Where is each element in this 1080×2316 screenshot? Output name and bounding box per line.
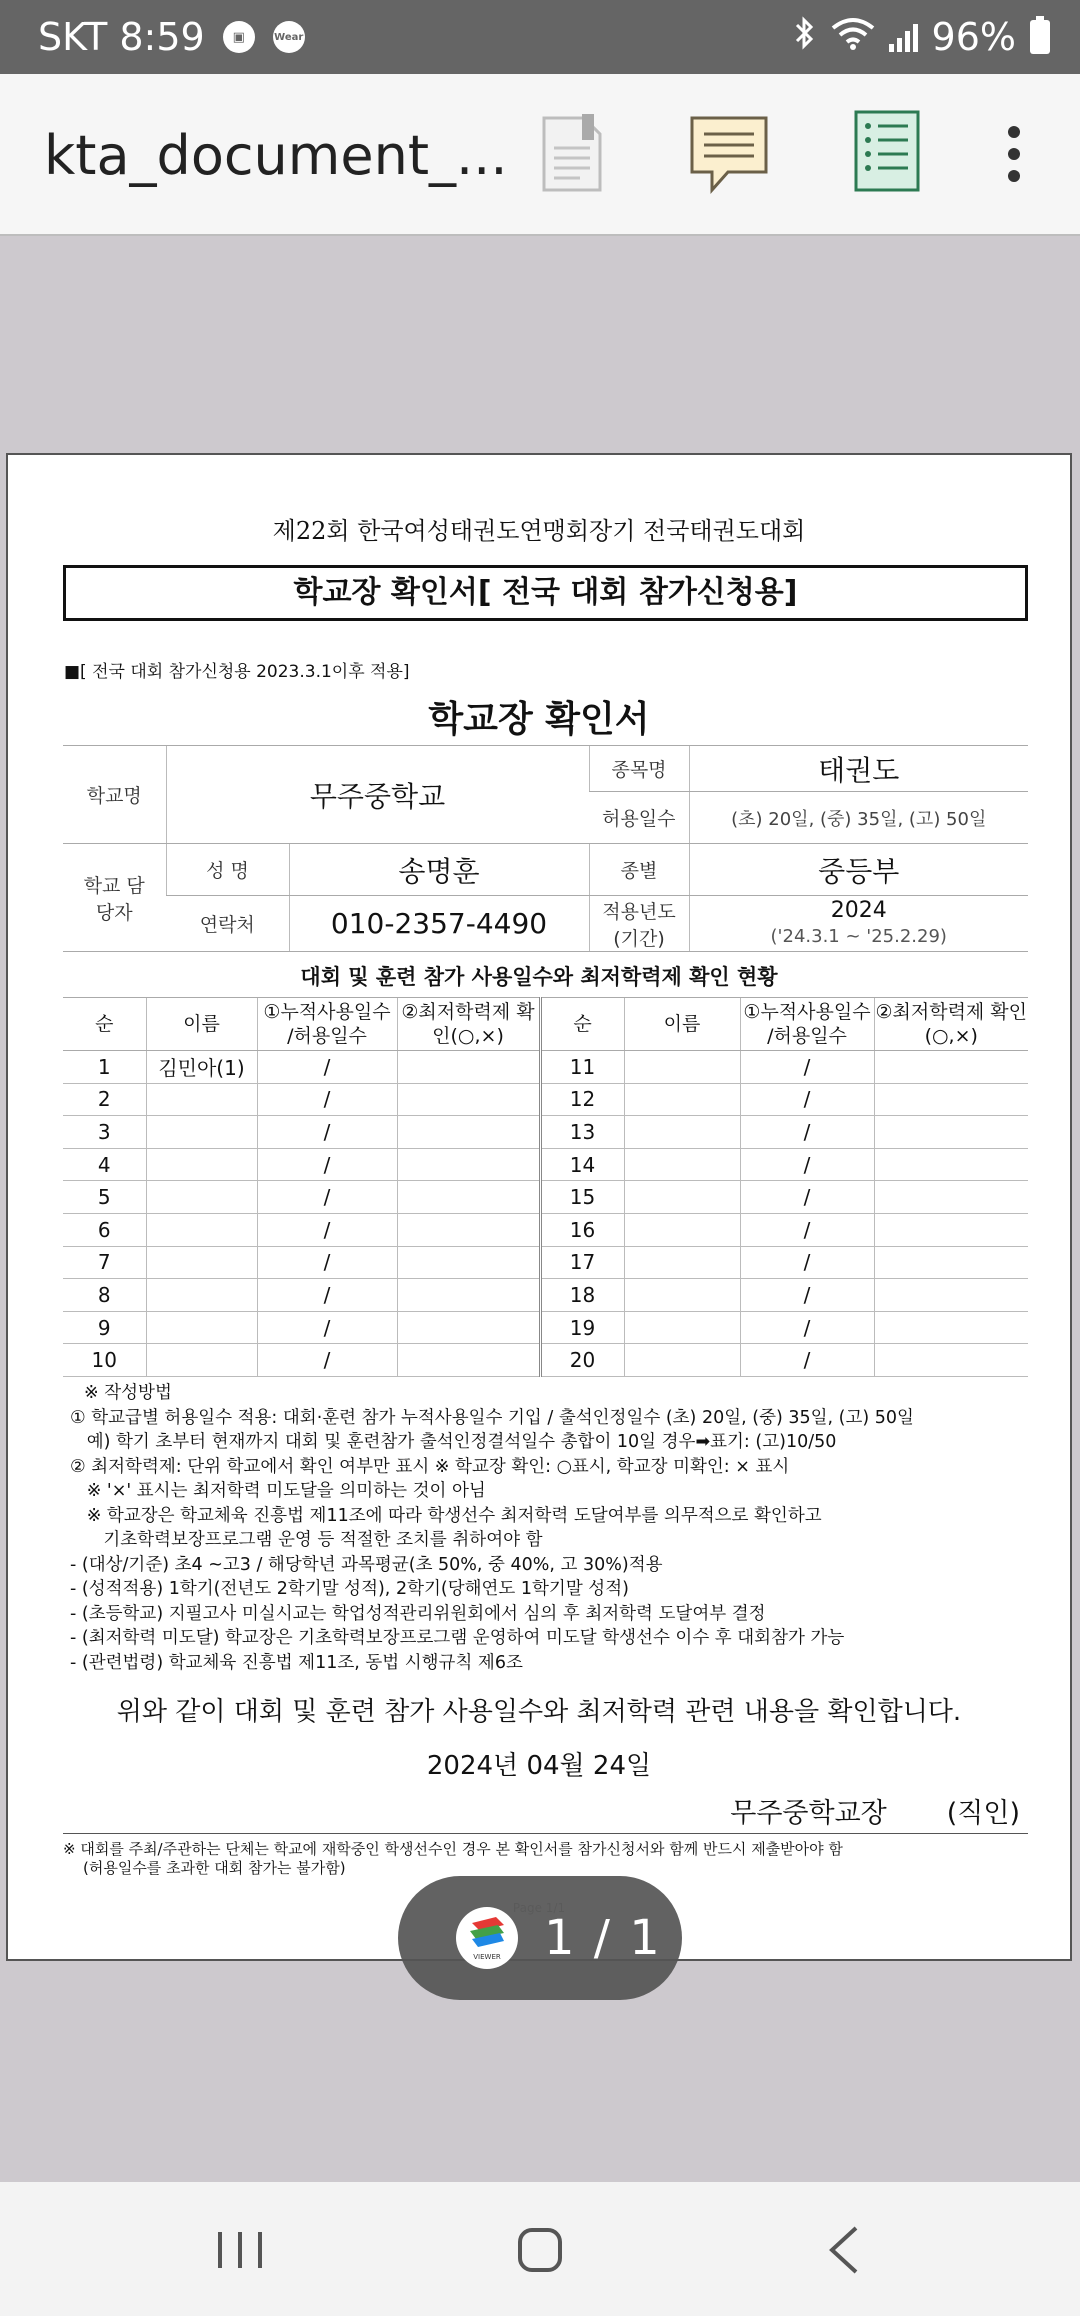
row-days-right: / (740, 1181, 874, 1214)
row-name (146, 1279, 257, 1312)
row-name (146, 1148, 257, 1181)
row-days: / (257, 1051, 397, 1084)
footer-line-1: ※ 대회를 주최/주관하는 단체는 학교에 재학중인 학생선수인 경우 본 확인서를 참가신청서와 함께 반드시 제출받아야 함 (63, 1840, 843, 1858)
table-row (63, 1051, 1028, 1084)
row-check (397, 1051, 540, 1084)
row-name-right (624, 1246, 740, 1279)
row-no-right: 11 (540, 1051, 624, 1084)
note-line: ※ 학교장은 학교체육 진흥법 제11조에 따라 학생선수 최저학력 도달여부를 의무적으로 확인하고 (70, 1505, 822, 1526)
status-right (791, 0, 1050, 74)
contact-group-label: 학교 담당자 (63, 844, 166, 952)
year-label: 적용년도 (기간) (589, 896, 689, 952)
name-label: 성 명 (166, 844, 289, 896)
signal-icon (889, 22, 918, 52)
row-name (146, 1246, 257, 1279)
phone-label: 연락처 (166, 896, 289, 952)
division-value: 중등부 (689, 844, 1028, 896)
row-check-right (874, 1051, 1028, 1084)
row-days: / (257, 1344, 397, 1377)
row-check (397, 1279, 540, 1312)
row-check-right (874, 1083, 1028, 1116)
row-no-right: 14 (540, 1148, 624, 1181)
note-line: ※ '×' 표시는 최저학력 미도달을 의미하는 것이 아님 (70, 1481, 486, 1501)
table-row (63, 1181, 1028, 1214)
row-days-right: / (740, 1246, 874, 1279)
sport-value: 태권도 (689, 746, 1028, 792)
row-days: / (257, 1213, 397, 1246)
row-check-right (874, 1148, 1028, 1181)
name-value: 송명훈 (289, 844, 589, 896)
note-line: - (성적적용) 1학기(전년도 2학기말 성적), 2학기(당해연도 1학기말 성적) (70, 1579, 629, 1599)
row-check (397, 1344, 540, 1377)
row-days-right: / (740, 1116, 874, 1149)
row-name: 김민아(1) (146, 1051, 257, 1084)
document-footer (63, 1833, 1028, 1878)
battery-percent: 96% (931, 15, 1016, 59)
row-check-right (874, 1279, 1028, 1312)
row-name-right (624, 1279, 740, 1312)
row-check (397, 1246, 540, 1279)
note-line: - (최저학력 미도달) 학교장은 기초학력보장프로그램 운영하여 미도달 학생선수 이수 후 대회참가 가능 (70, 1628, 845, 1648)
row-days-right: / (740, 1083, 874, 1116)
header-no-right: 순 (540, 998, 624, 1051)
note-line: - (초등학교) 지필고사 미실시교는 학업성적관리위원회에서 심의 후 최저학력 도달여부 결정 (70, 1603, 766, 1624)
row-no-right: 17 (540, 1246, 624, 1279)
allowed-days-label: 허용일수 (589, 792, 689, 844)
document-supertitle: 제22회 한국여성태권도연맹회장기 전국태권도대회 (272, 517, 806, 545)
note-line: - (관련법령) 학교체육 진흥법 제11조, 동법 시행규칙 제6조 (70, 1652, 523, 1673)
notes-list (70, 1406, 1030, 1676)
phone-value: 010-2357-4490 (289, 896, 589, 952)
status-bar (0, 0, 1080, 74)
row-days: / (257, 1148, 397, 1181)
row-check (397, 1181, 540, 1214)
header-name: 이름 (146, 998, 257, 1051)
document-title: kta_document_... (44, 124, 508, 187)
row-no-right: 12 (540, 1083, 624, 1116)
row-days-right: / (740, 1148, 874, 1181)
row-days: / (257, 1246, 397, 1279)
usage-table (63, 997, 1028, 1377)
table-row (63, 1083, 1028, 1116)
header-days: ①누적사용일수 /허용일수 (257, 998, 397, 1051)
recent-apps-icon[interactable] (190, 2212, 290, 2288)
list-icon[interactable] (854, 110, 920, 196)
row-name (146, 1083, 257, 1116)
row-no: 10 (63, 1344, 146, 1377)
row-check (397, 1083, 540, 1116)
battery-icon (1030, 20, 1050, 54)
row-days: / (257, 1279, 397, 1312)
wear-icon: Wear (273, 21, 305, 53)
sport-label: 종목명 (589, 746, 689, 792)
row-days-right: / (740, 1279, 874, 1312)
viewer-logo-label: VIEWER (473, 1953, 501, 1961)
row-days-right: / (740, 1311, 874, 1344)
allowed-days-value: (초) 20일, (중) 35일, (고) 50일 (689, 792, 1028, 844)
navigation-bar (0, 2182, 1080, 2316)
note-line: ② 최저학력제: 단위 학교에서 확인 여부만 표시 ※ 학교장 확인: ○표시, 학교장 미확인: × 표시 (70, 1456, 790, 1477)
header-no: 순 (63, 998, 146, 1051)
row-days-right: / (740, 1344, 874, 1377)
row-no-right: 13 (540, 1116, 624, 1149)
row-check-right (874, 1344, 1028, 1377)
comment-icon[interactable] (688, 114, 770, 200)
row-name (146, 1344, 257, 1377)
status-left (38, 0, 305, 74)
document-box-title: 학교장 확인서[ 전국 대회 참가신청용] (63, 565, 1028, 621)
row-name (146, 1181, 257, 1214)
header-check-right: ②최저학력제 확인(○,×) (874, 998, 1028, 1051)
row-no-right: 15 (540, 1181, 624, 1214)
row-no: 5 (63, 1181, 146, 1214)
row-name-right (624, 1116, 740, 1149)
page-count: 1 / 1 (544, 1910, 662, 1966)
table-row (63, 1116, 1028, 1149)
confirm-text: 위와 같이 대회 및 훈련 참가 사용일수와 최저학력 관련 내용을 확인합니다. (116, 1697, 962, 1727)
footer-line-2: (허용일수를 초과한 대회 참가는 불가함) (83, 1859, 346, 1877)
carrier-time: SKT 8:59 (38, 15, 205, 59)
table-row (63, 1311, 1028, 1344)
header-name-right: 이름 (624, 998, 740, 1051)
home-icon[interactable] (490, 2212, 590, 2288)
back-icon[interactable] (796, 2212, 896, 2288)
notification-icon: ▣ (223, 21, 255, 53)
row-days: / (257, 1311, 397, 1344)
row-check-right (874, 1181, 1028, 1214)
document-icon[interactable] (540, 114, 604, 198)
row-name (146, 1116, 257, 1149)
header-check: ②최저학력제 확인(○,×) (397, 998, 540, 1051)
row-name-right (624, 1213, 740, 1246)
row-check-right (874, 1116, 1028, 1149)
row-no: 7 (63, 1246, 146, 1279)
row-check (397, 1213, 540, 1246)
row-name (146, 1311, 257, 1344)
document-date: 2024년 04월 24일 (426, 1751, 652, 1781)
year-cell (689, 896, 1028, 952)
row-check (397, 1116, 540, 1149)
header-days-right: ①누적사용일수 /허용일수 (740, 998, 874, 1051)
row-no: 8 (63, 1279, 146, 1312)
table-row (63, 1148, 1028, 1181)
info-table (63, 745, 1028, 952)
table-row (63, 1344, 1028, 1377)
row-check (397, 1311, 540, 1344)
row-name-right (624, 1181, 740, 1214)
row-check-right (874, 1311, 1028, 1344)
row-name-right (624, 1148, 740, 1181)
signer-name: 무주중학교장 (730, 1798, 887, 1829)
table-heading: 대회 및 훈련 참가 사용일수와 최저학력제 확인 현황 (300, 965, 778, 989)
signature-line (730, 1791, 1020, 1830)
page-indicator[interactable] (398, 1876, 682, 2000)
row-no: 1 (63, 1051, 146, 1084)
wifi-icon (831, 15, 875, 59)
row-days: / (257, 1181, 397, 1214)
table-row (63, 1213, 1028, 1246)
viewer-logo-icon (456, 1907, 518, 1969)
row-name-right (624, 1083, 740, 1116)
school-label: 학교명 (63, 746, 166, 844)
notes-section (70, 1381, 1030, 1675)
document-heading: 학교장 확인서 (428, 699, 650, 740)
row-name-right (624, 1344, 740, 1377)
row-check (397, 1148, 540, 1181)
row-days-right: / (740, 1051, 874, 1084)
document-note: ■[ 전국 대회 참가신청용 2023.3.1이후 적용] (64, 662, 410, 682)
row-no-right: 16 (540, 1213, 624, 1246)
division-label: 종별 (589, 844, 689, 896)
row-no-right: 19 (540, 1311, 624, 1344)
row-check-right (874, 1246, 1028, 1279)
school-value: 무주중학교 (166, 746, 589, 844)
table-row (63, 1279, 1028, 1312)
usage-table-body (63, 1051, 1028, 1377)
row-days: / (257, 1116, 397, 1149)
more-icon[interactable] (1008, 126, 1022, 192)
row-no: 9 (63, 1311, 146, 1344)
table-row (63, 1246, 1028, 1279)
row-no-right: 20 (540, 1344, 624, 1377)
row-no-right: 18 (540, 1279, 624, 1312)
note-line: ① 학교급별 허용일수 적용: 대회·훈련 참가 누적사용일수 기입 / 출석인정일수 (초) 20일, (중) 35일, (고) 50일 (70, 1407, 914, 1428)
year-value: 2024 (830, 897, 887, 923)
app-bar (0, 74, 1080, 236)
bluetooth-icon (791, 15, 817, 59)
row-no: 2 (63, 1083, 146, 1116)
note-line: - (대상/기준) 초4 ~고3 / 해당학년 과목평균(초 50%, 중 40%, 고 30%)적용 (70, 1554, 663, 1575)
period-value: ('24.3.1 ~ '25.2.29) (770, 925, 947, 947)
note-line: 예) 학기 초부터 현재까지 대회 및 훈련참가 출석인정결석일수 총합이 10일 경우➡표기: (고)10/50 (70, 1432, 837, 1452)
row-name (146, 1213, 257, 1246)
row-name-right (624, 1051, 740, 1084)
row-no: 3 (63, 1116, 146, 1149)
row-check-right (874, 1213, 1028, 1246)
row-days: / (257, 1083, 397, 1116)
row-days-right: / (740, 1213, 874, 1246)
seal-label: (직인) (946, 1798, 1020, 1829)
row-no: 4 (63, 1148, 146, 1181)
notes-title: ※ 작성방법 (84, 1383, 172, 1403)
row-no: 6 (63, 1213, 146, 1246)
row-name-right (624, 1311, 740, 1344)
document-page (6, 453, 1072, 1961)
note-line: 기초학력보장프로그램 운영 등 적절한 조치를 취하여야 함 (70, 1530, 543, 1550)
